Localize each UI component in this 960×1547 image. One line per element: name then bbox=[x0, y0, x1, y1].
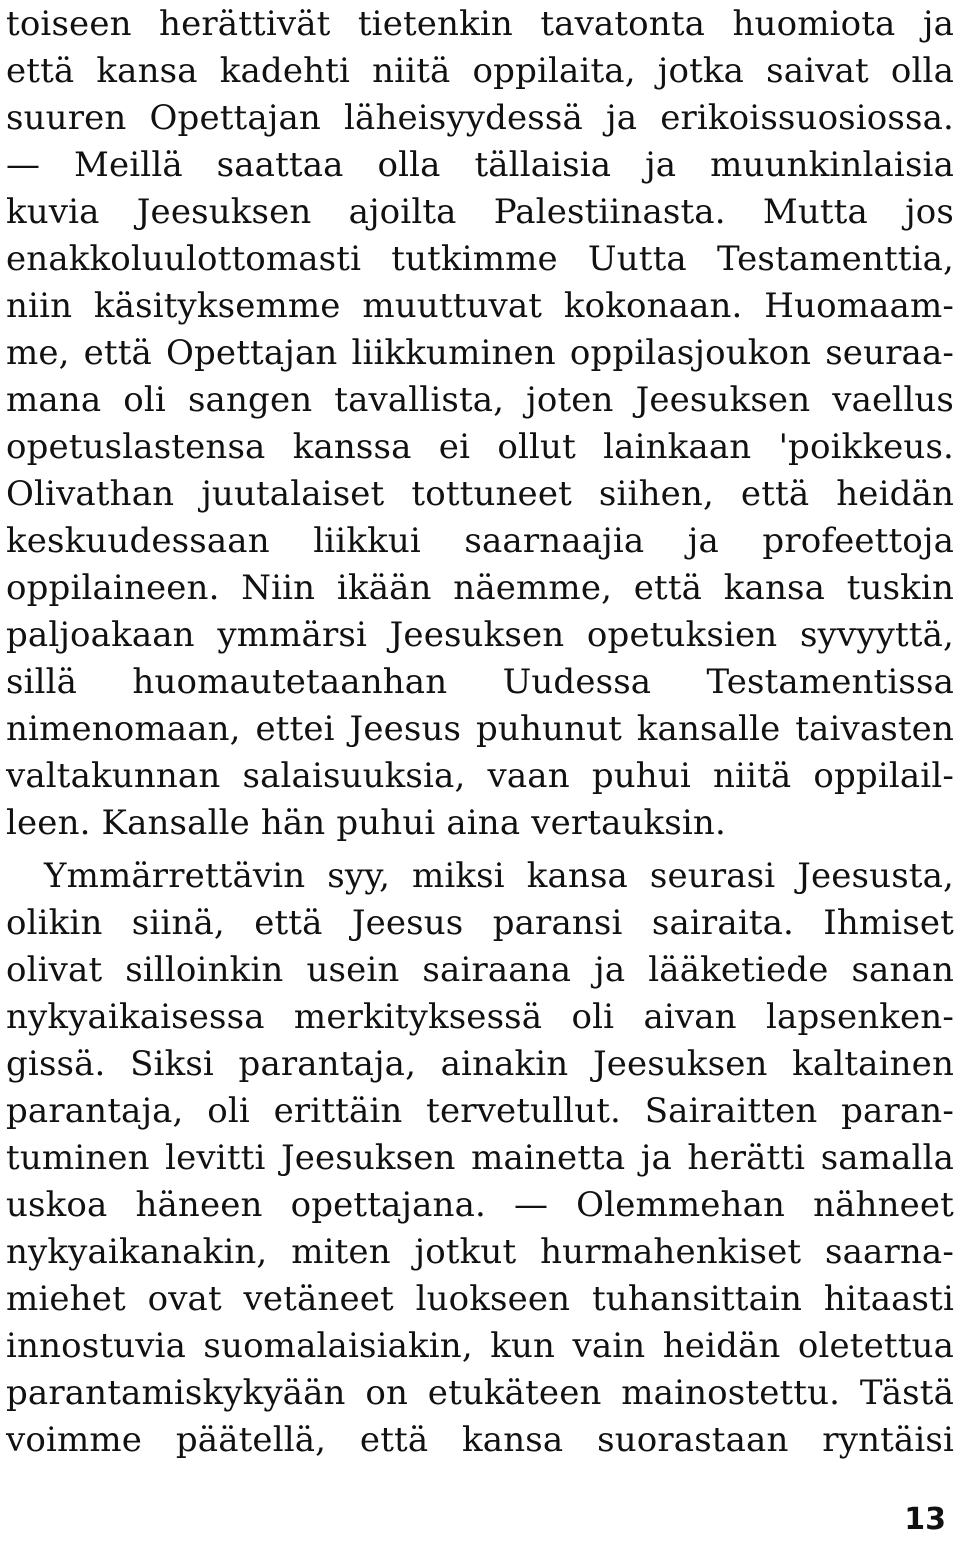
text-line: sillä huomautetaanhan Uudessa Testamentissa bbox=[6, 662, 954, 702]
text-line: Olivathan juutalaiset tottuneet siihen, että heidän bbox=[6, 474, 954, 514]
text-line: paljoakaan ymmärsi Jeesuksen opetuksien syvyyttä, bbox=[6, 615, 954, 655]
text-line: — Meillä saattaa olla tällaisia ja muunkinlaisia bbox=[6, 145, 954, 185]
text-line: voimme päätellä, että kansa suorastaan ryntäisi bbox=[6, 1420, 954, 1460]
text-line: kuvia Jeesuksen ajoilta Palestiinasta. Mutta jos bbox=[6, 192, 954, 232]
text-line: nimenomaan, ettei Jeesus puhunut kansalle taivasten bbox=[6, 709, 954, 749]
text-line: valtakunnan salaisuuksia, vaan puhui niitä oppilail- bbox=[6, 756, 954, 796]
text-line: olivat silloinkin usein sairaana ja lääketiede sanan bbox=[6, 950, 954, 990]
text-line: niin käsityksemme muuttuvat kokonaan. Huomaam- bbox=[6, 286, 954, 326]
text-line: opetuslastensa kanssa ei ollut lainkaan 'poikkeus. bbox=[6, 427, 954, 467]
text-line: nykyaikaisessa merkityksessä oli aivan lapsenken- bbox=[6, 997, 954, 1037]
text-line: nykyaikanakin, miten jotkut hurmahenkiset saarna- bbox=[6, 1232, 954, 1272]
text-line: keskuudessaan liikkui saarnaajia ja profeettoja bbox=[6, 521, 954, 561]
text-line: parantaja, oli erittäin tervetullut. Sairaitten paran- bbox=[6, 1091, 954, 1131]
text-line: oppilaineen. Niin ikään näemme, että kansa tuskin bbox=[6, 568, 954, 608]
text-line: miehet ovat vetäneet luokseen tuhansittain hitaasti bbox=[6, 1279, 954, 1319]
text-line: että kansa kadehti niitä oppilaita, jotka saivat olla bbox=[6, 51, 954, 91]
book-page bbox=[6, 0, 954, 1547]
text-line: tuminen levitti Jeesuksen mainetta ja herätti samalla bbox=[6, 1138, 954, 1178]
paragraph-first-line: Ymmärrettävin syy, miksi kansa seurasi Jeesusta, bbox=[44, 856, 954, 896]
text-line: gissä. Siksi parantaja, ainakin Jeesuksen kaltainen bbox=[6, 1044, 954, 1084]
text-line: parantamiskykyään on etukäteen mainostettu. Tästä bbox=[6, 1373, 954, 1413]
text-line: enakkoluulottomasti tutkimme Uutta Testamenttia, bbox=[6, 239, 954, 279]
text-line: olikin siinä, että Jeesus paransi sairaita. Ihmiset bbox=[6, 903, 954, 943]
page-number: 13 bbox=[904, 1502, 946, 1537]
text-line: me, että Opettajan liikkuminen oppilasjoukon seuraa- bbox=[6, 333, 954, 373]
paragraph-end-line: leen. Kansalle hän puhui aina vertauksin. bbox=[6, 803, 726, 843]
text-line: toiseen herättivät tietenkin tavatonta huomiota ja bbox=[6, 4, 954, 44]
text-line: innostuvia suomalaisiakin, kun vain heidän oletettua bbox=[6, 1326, 954, 1366]
text-line: uskoa häneen opettajana. — Olemmehan nähneet bbox=[6, 1185, 954, 1225]
text-line: suuren Opettajan läheisyydessä ja erikoissuosiossa. bbox=[6, 98, 954, 138]
text-line: mana oli sangen tavallista, joten Jeesuksen vaellus bbox=[6, 380, 954, 420]
